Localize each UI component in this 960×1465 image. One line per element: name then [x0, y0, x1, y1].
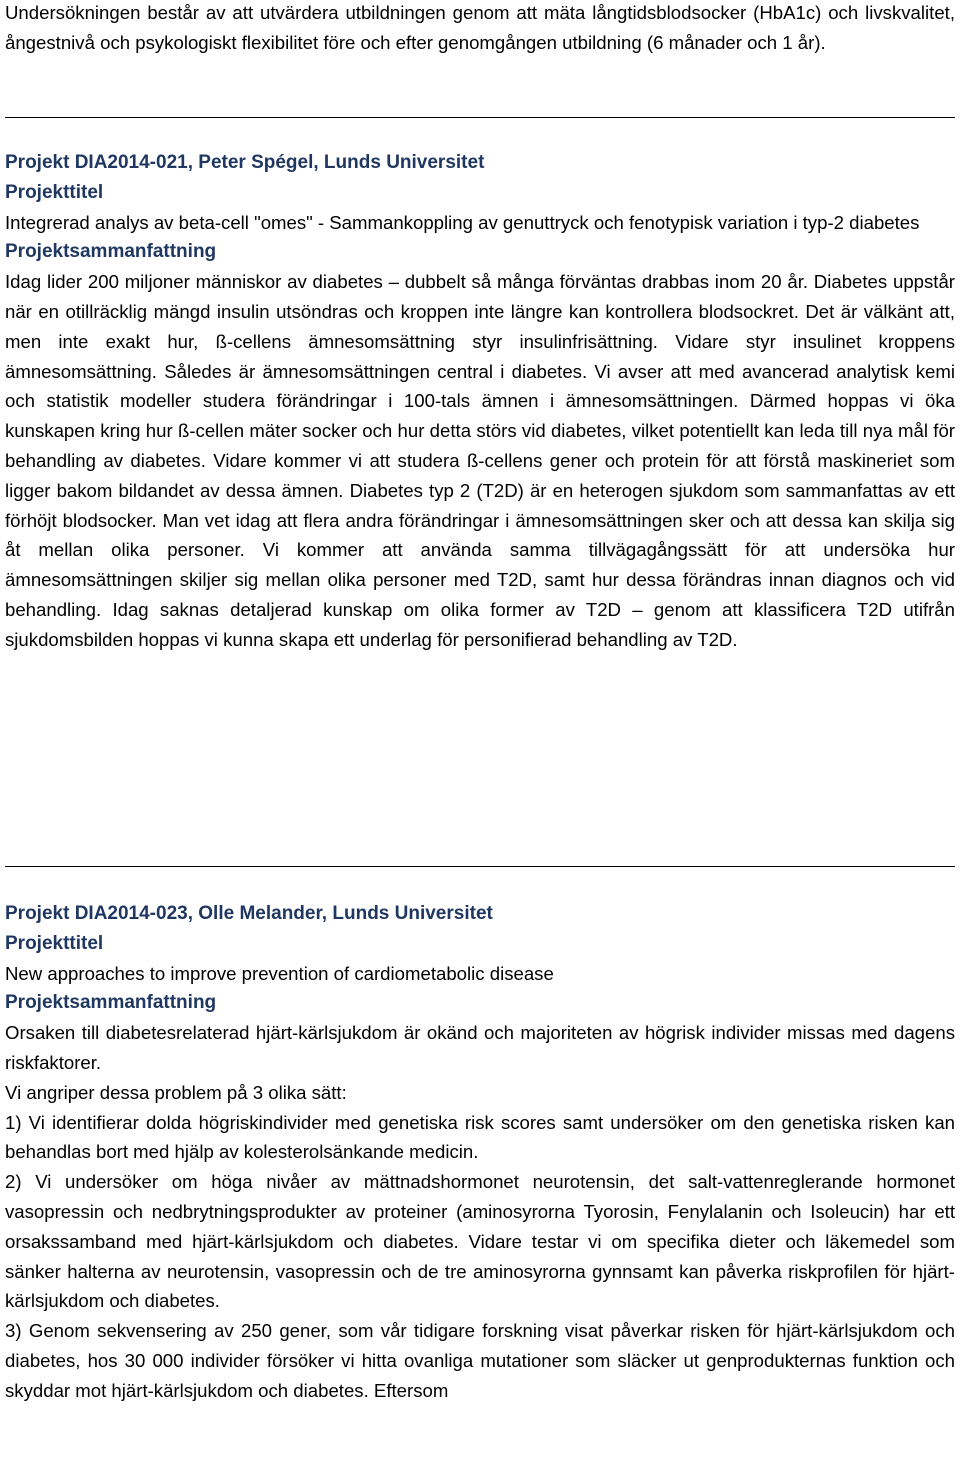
project-summary-paragraph: 2) Vi undersöker om höga nivåer av mättnadshormonet neurotensin, det salt-vattenreglerande hormonet vasopressin och nedbrytningsprodukter av proteiner (aminosyrorna Tyorosin, Fenylalanin och Isoleucin) har ett orsakssamband med hjärt-kärlsjukdom och diabetes. Vidare testar vi om specifika dieter och läkemedel som sänker halterna av neurotensin, vasopressin och de tre aminosyrorna gynnsamt kan påverka riskprofilen för hjärt-kärlsjukdom och diabetes. — [5, 1171, 955, 1312]
project-heading: Projekt DIA2014-023, Olle Melander, Lunds Universitet — [5, 903, 493, 924]
project-title-label: Projekttitel — [5, 932, 104, 954]
project-summary-paragraph: Idag lider 200 miljoner människor av diabetes – dubbelt så många förväntas drabbas inom 20 år. Diabetes uppstår när en otillräcklig mängd insulin utsöndras och kroppen inte längre kan kontrollera blodsockret. Det är välkänt att, men inte exakt hur, ß-cellens ämnesomsättning styr insulinfrisättning. Vidare styr insulinet kroppens ämnesomsättning. Således är ämnesomsättningen central i diabetes. Vi avser att med avancerad analytisk kemi och statistik modeller studera förändringar i 100-tals ämnen i ämnesomsättningen. Därmed hoppas vi öka kunskapen kring hur ß-cellen mäter socker och hur detta störs vid diabetes, vilket potentiellt kan leda till nya mål för behandling av diabetes. Vidare kommer vi att studera ß-cellens gener och protein för att förstå maskineriet som ligger bakom bildandet av dessa ämnen. Diabetes typ 2 (T2D) är en heterogen sjukdom som sammanfattas av ett förhöjt blodsocker. Man vet idag att flera andra förändringar i ämnesomsättningen sker och att dessa kan skilja sig åt mellan olika personer. Vi kommer att använda samma tillvägagångssätt för att undersöka hur ämnesomsättningen skiljer sig mellan olika personer med T2D, samt hur dessa förändras innan diagnos och vid behandling. Idag saknas detaljerad kunskap om olika former av T2D – genom att klassificera T2D utifrån sjukdomsbilden hoppas vi kunna skapa ett underlag för personifierad behandling av T2D. — [5, 271, 955, 650]
project-heading: Projekt DIA2014-021, Peter Spégel, Lunds Universitet — [5, 152, 485, 173]
intro-paragraph: Undersökningen består av att utvärdera utbildningen genom att mäta långtidsblodsocker (HbA1c) och livskvalitet, ångestnivå och psykologiskt flexibilitet före och efter genomgången utbildning (6 månader och 1 år). — [5, 2, 955, 53]
section-divider — [5, 866, 955, 867]
section-divider — [5, 117, 955, 118]
project-summary-paragraph: Vi angriper dessa problem på 3 olika sätt: — [5, 1081, 347, 1103]
project-title-text: Integrerad analys av beta-cell "omes" - Sammankoppling av genuttryck och fenotypisk variation i typ-2 diabetes — [5, 211, 920, 233]
project-summary-paragraph: 1) Vi identifierar dolda högriskindivider med genetiska risk scores samt undersöker om den genetiska risken kan behandlas bort med hjälp av kolesterolsänkande medicin. — [5, 1111, 955, 1163]
project-summary-label: Projektsammanfattning — [5, 992, 217, 1014]
project-section — [5, 148, 955, 655]
project-title-label: Projekttitel — [5, 181, 104, 203]
project-summary-paragraph: 3) Genom sekvensering av 250 gener, som vår tidigare forskning visat påverkar risken för hjärt-kärlsjukdom och diabetes, hos 30 000 individer försöker vi hitta ovanliga mutationer som släcker ut genprodukternas funktion och skyddar mot hjärt-kärlsjukdom och diabetes. Eftersom — [5, 1320, 955, 1401]
project-summary-label: Projektsammanfattning — [5, 241, 217, 263]
project-title-text: New approaches to improve prevention of cardiometabolic disease — [5, 962, 554, 984]
project-section — [5, 899, 955, 1406]
project-summary-paragraph: Orsaken till diabetesrelaterad hjärt-kärlsjukdom är okänd och majoriteten av högrisk individer missas med dagens riskfaktorer. — [5, 1022, 955, 1073]
